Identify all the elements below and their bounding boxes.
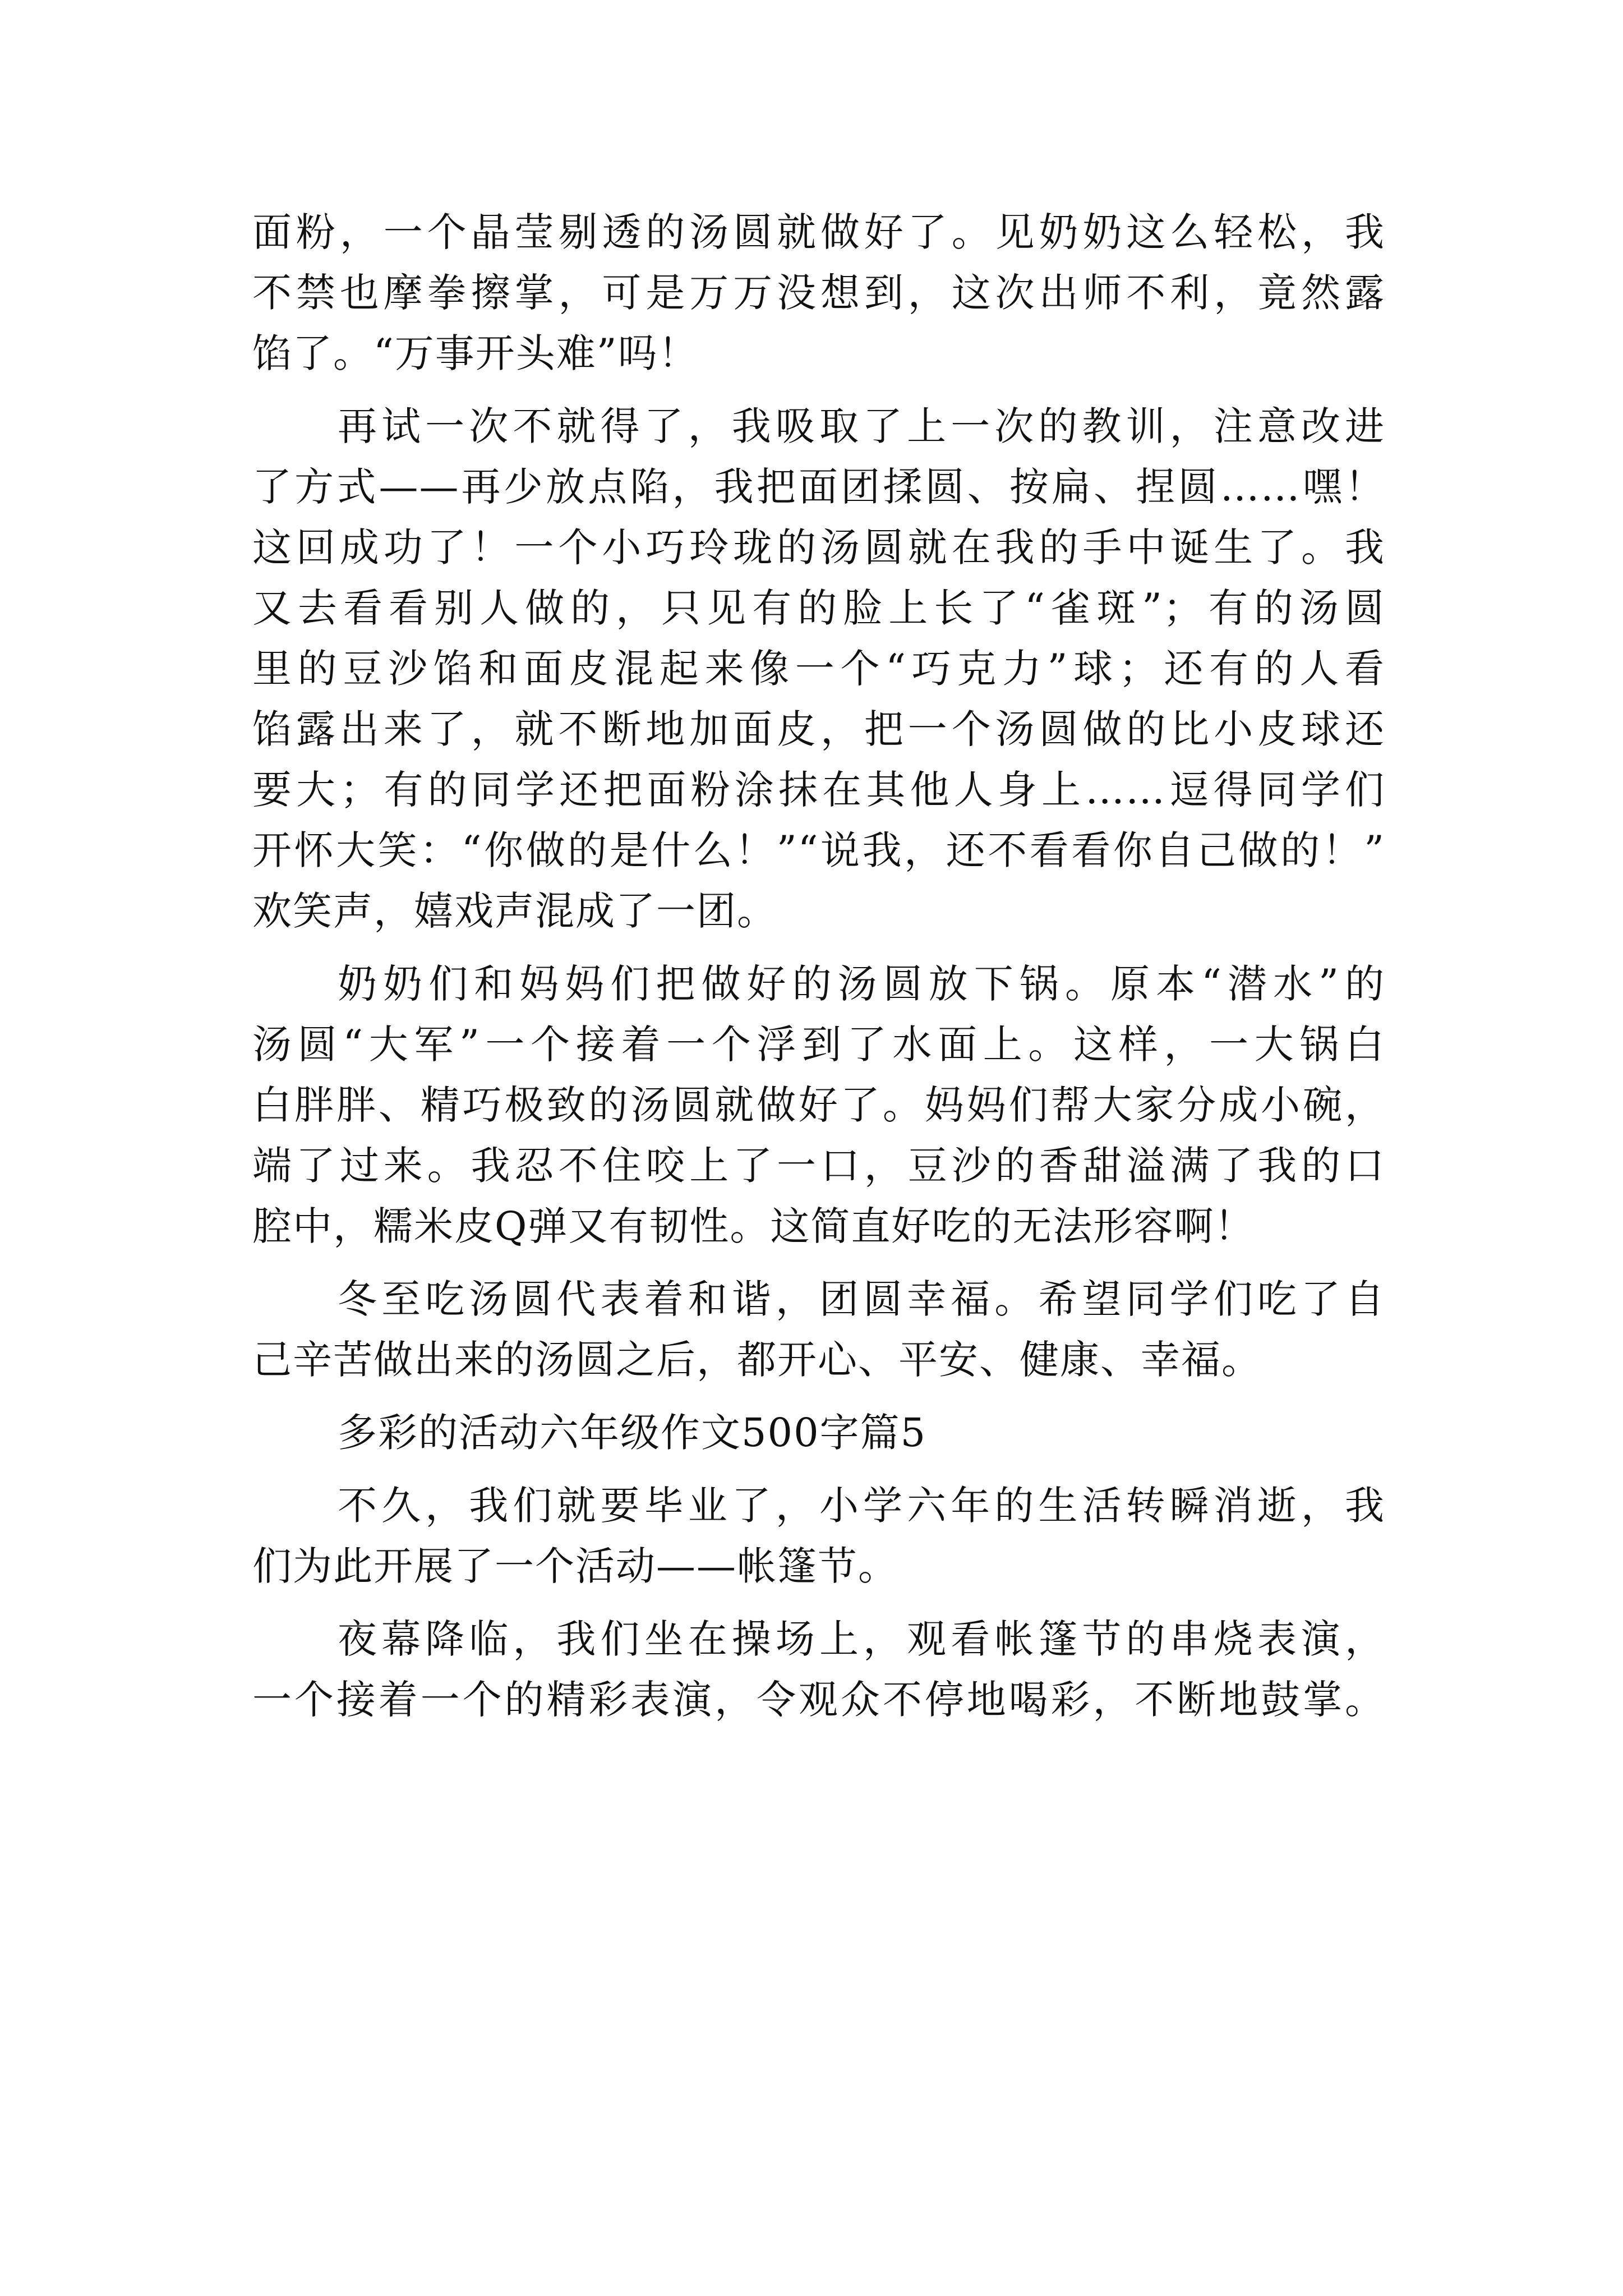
article-body — [252, 202, 1385, 1730]
text-line: 己辛苦做出来的汤圆之后，都开心、平安、健康、幸福。 — [252, 1337, 1262, 1383]
text-line: 欢笑声，嬉戏声混成了一团。 — [252, 888, 777, 934]
paragraph-first-line: 再试一次不就得了，我吸取了上一次的教训，注意改进 — [338, 403, 1385, 449]
text-line: 们为此开展了一个活动——帐篷节。 — [252, 1543, 898, 1589]
text-line: 馅了。“万事开头难”吗！ — [252, 330, 699, 376]
text-line: 了方式——再少放点陷，我把面团揉圆、按扁、捏圆……嘿！ — [252, 464, 1385, 510]
text-line: 这回成功了！一个小巧玲珑的汤圆就在我的手中诞生了。我 — [252, 524, 1385, 570]
text-line: 腔中，糯米皮Q弹又有韧性。这简直好吃的无法形容啊！ — [252, 1203, 1255, 1249]
paragraph-first-line: 奶奶们和妈妈们把做好的汤圆放下锅。原本“潜水”的 — [338, 961, 1385, 1007]
text-line: 馅露出来了，就不断地加面皮，把一个汤圆做的比小皮球还 — [252, 706, 1385, 752]
text-line: 不禁也摩拳擦掌，可是万万没想到，这次出师不利，竟然露 — [252, 270, 1385, 316]
text-line: 里的豆沙馅和面皮混起来像一个“巧克力”球；还有的人看 — [252, 646, 1385, 692]
paragraph-first-line: 冬至吃汤圆代表着和谐，团圆幸福。希望同学们吃了自 — [338, 1276, 1385, 1322]
text-line: 端了过来。我忍不住咬上了一口，豆沙的香甜溢满了我的口 — [252, 1143, 1385, 1189]
paragraph-first-line: 不久，我们就要毕业了，小学六年的生活转瞬消逝，我 — [338, 1483, 1385, 1529]
text-line: 面粉，一个晶莹剔透的汤圆就做好了。见奶奶这么轻松，我 — [252, 209, 1385, 255]
text-line: 要大；有的同学还把面粉涂抹在其他人身上……逗得同学们 — [252, 767, 1385, 813]
paragraph-first-line: 夜幕降临，我们坐在操场上，观看帐篷节的串烧表演， — [338, 1616, 1385, 1662]
text-line: 白胖胖、精巧极致的汤圆就做好了。妈妈们帮大家分成小碗， — [252, 1082, 1385, 1128]
text-line: 一个接着一个的精彩表演，令观众不停地喝彩，不断地鼓掌。 — [252, 1677, 1385, 1723]
section-heading: 多彩的活动六年级作文500字篇5 — [338, 1410, 927, 1456]
text-line: 开怀大笑：“你做的是什么！”“说我，还不看看你自己做的！” — [252, 827, 1385, 873]
text-line: 汤圆“大军”一个接着一个浮到了水面上。这样，一大锅白 — [252, 1022, 1385, 1068]
text-line: 又去看看别人做的，只见有的脸上长了“雀斑”；有的汤圆 — [252, 585, 1385, 631]
